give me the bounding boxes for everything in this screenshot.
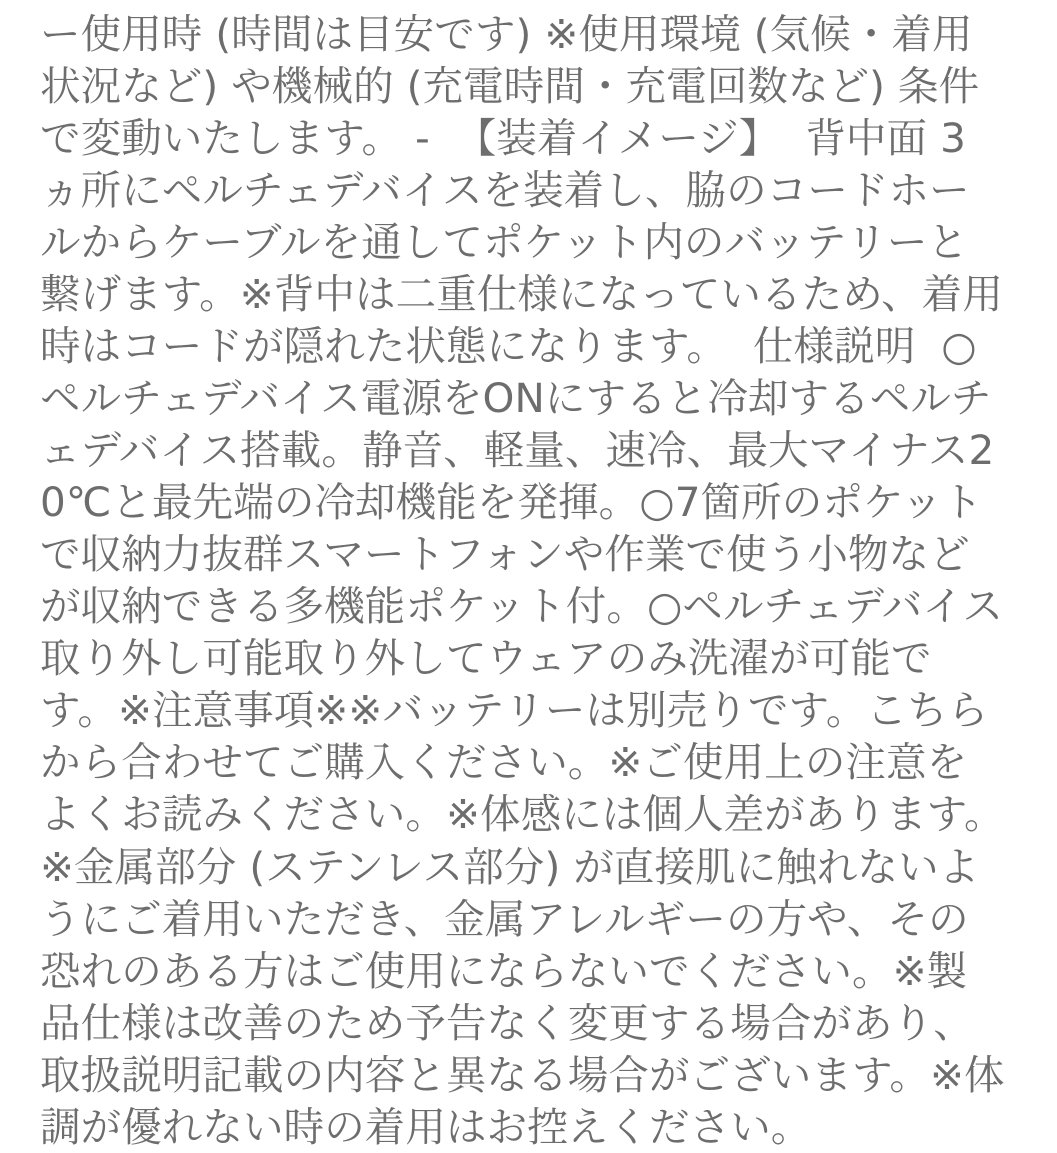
product-description-text: ー使用時 (時間は目安です) ※使用環境 (気候・着用状況など) や機械的 (充電時間・充電回数など) 条件で変動いたします。 - 【装着イメージ】 背中面 3 ヵ所にペルチェデバイスを装着し、脇のコードホールからケーブルを通してポケット内のバッテリーと繋げます。※背中は二重仕様になっているため、着用時はコードが隠れた状態になります。 仕様説明 ○ペルチェデバイス電源をONにすると冷却するペルチェデバイス搭載。静音、軽量、速冷、最大マイナス20℃と最先端の冷却機能を発揮。○7箇所のポケットで収納力抜群スマートフォンや作業で使う小物などが収納できる多機能ポケット付。○ペルチェデバイス取り外し可能取り外してウェアのみ洗濯が可能です。※注意事項※※バッテリーは別売りです。こちらから合わせてご購入ください。※ご使用上の注意をよくお読みください。※体感には個人差があります。※金属部分 (ステンレス部分) が直接肌に触れないようにご着用いただき、金属アレルギーの方や、その恐れのある方はご使用にならないでください。※製品仕様は改善のため予告なく変更する場合があり、取扱説明記載の内容と異なる場合がございます。※体調が優れない時の着用はお控えください。 [40, 10, 1005, 1151]
